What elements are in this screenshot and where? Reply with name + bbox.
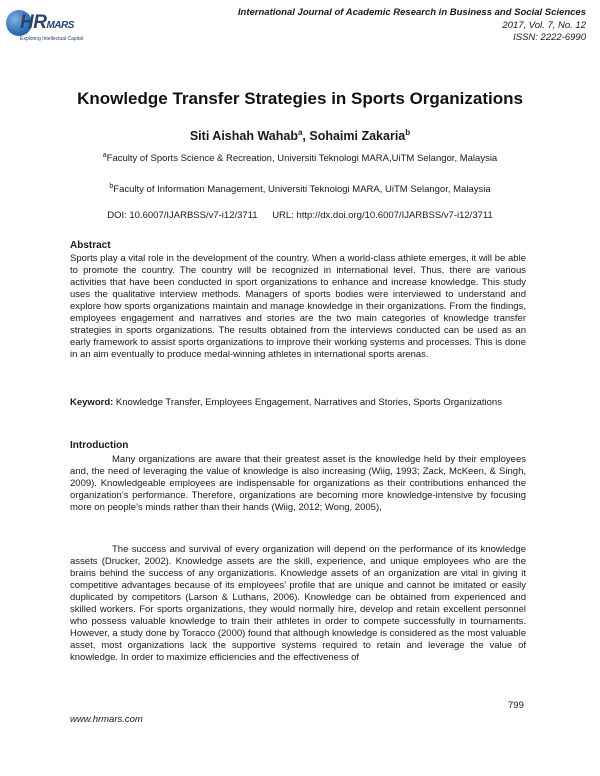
keywords [70, 397, 526, 409]
author-list: Siti Aishah Wahab$^a$, Sohaimi Zakaria$^b$ [189, 128, 411, 144]
author-2: Sohaimi Zakaria [309, 129, 406, 144]
footer-url[interactable]: www.hrmars.com [70, 714, 143, 725]
journal-volume: 2017, Vol. 7, No. 12 [502, 19, 586, 31]
journal-name: International Journal of Academic Research in Business and Social Sciences [237, 7, 586, 18]
author-2-sup: b [405, 128, 411, 137]
doi-url[interactable]: URL: http://dx.doi.org/10.6007/IJARBSS/v7-i12/3711 [272, 210, 493, 221]
doi-text: DOI: 10.6007/IJARBSS/v7-i12/3711 [107, 210, 258, 221]
author-1-sup: a [297, 128, 303, 137]
affiliation-a: $^a$Faculty of Sports Science & Recreation, Universiti Teknologi MARA,UiTM Selangor, Malaysia [102, 152, 498, 165]
affiliation-b: $^b$Faculty of Information Management, Universiti Teknologi MARA, UiTM Selangor, Malaysia [109, 183, 491, 196]
keyword-list: Knowledge Transfer, Employees Engagement, Narratives and Stories, Sports Organizations [113, 397, 502, 408]
journal-issn: ISSN: 2222-6990 [513, 32, 586, 43]
author-1: Siti Aishah Wahab [189, 129, 298, 144]
paper-title: Knowledge Transfer Strategies in Sports Organizations [77, 89, 523, 108]
introduction-heading: Introduction [70, 440, 129, 451]
page-number: 799 [508, 700, 524, 711]
hrmars-logo [6, 10, 84, 50]
doi-line [0, 210, 600, 221]
abstract-heading: Abstract [70, 240, 111, 251]
introduction-paragraph-2: The success and survival of every organization will depend on the performance of its knowledge assets (Drucker, 2002). Knowledge assets are the skill, experience, and unique employees who are the brains behind the success of any organizations. Knowledge assets of an organization are vital in giving it competitive advantages because of its employees’ profile that are unique and cannot be imitated or easily duplicated by competitors (Larson & Luthans, 2006). Knowledge can be obtained from experienced and skilled workers. For sports organizations, they would normally hire, develop and retain excellent personnel who possess valuable knowledge to train their athletes in order to compete successfully in tournaments. However, a study done by Toracco (2000) found that although knowledge is considered as the most valuable asset, most organizations lack the supportive systems required to retain and leverage the value of knowledge. In order to maximize efficiencies and the effectiveness of [70, 544, 526, 663]
keyword-label: Keyword: [70, 397, 114, 408]
logo-tagline: Exploring Intellectual Capital [20, 36, 84, 42]
journal-header [238, 7, 586, 45]
logo-text: HRMARS [20, 12, 74, 33]
introduction-paragraph-1: Many organizations are aware that their greatest asset is the knowledge held by their employees and, the need of leveraging the value of knowledge is also increasing (Wiig, 1993; Zack, McKeen, & Singh, 2009). Knowledgeable employees are indispensable for organizations as their contributions enhanced the organization’s performance. Therefore, organizations are becoming more knowledge-intensive by focusing more on people’s minds rather than their hands (Wiig, 2012; Wong, 2005), [70, 454, 526, 513]
abstract-text: Sports play a vital role in the development of the country. When a world-class athlete emerges, it will be able to promote the country. The country will be recognized in international level. Thus, there are various activities that have been conducted in sport organizations to enhance and increase knowledge. This study uses the qualitative interview methods. Managers of sports bodies were interviewed to understand and explore how sports organizations maintain and manage knowledge in their organizations. From the findings, employees engagement and narratives and stories are the two main categories of knowledge transfer strategies in sports organizations. The results obtained from the interviews conducted can be used as an early framework to assist sports organizations to improve their working systems and processes. This is done in an aim eventually to produce medal-winning athletes in international sports arenas. [70, 253, 526, 360]
